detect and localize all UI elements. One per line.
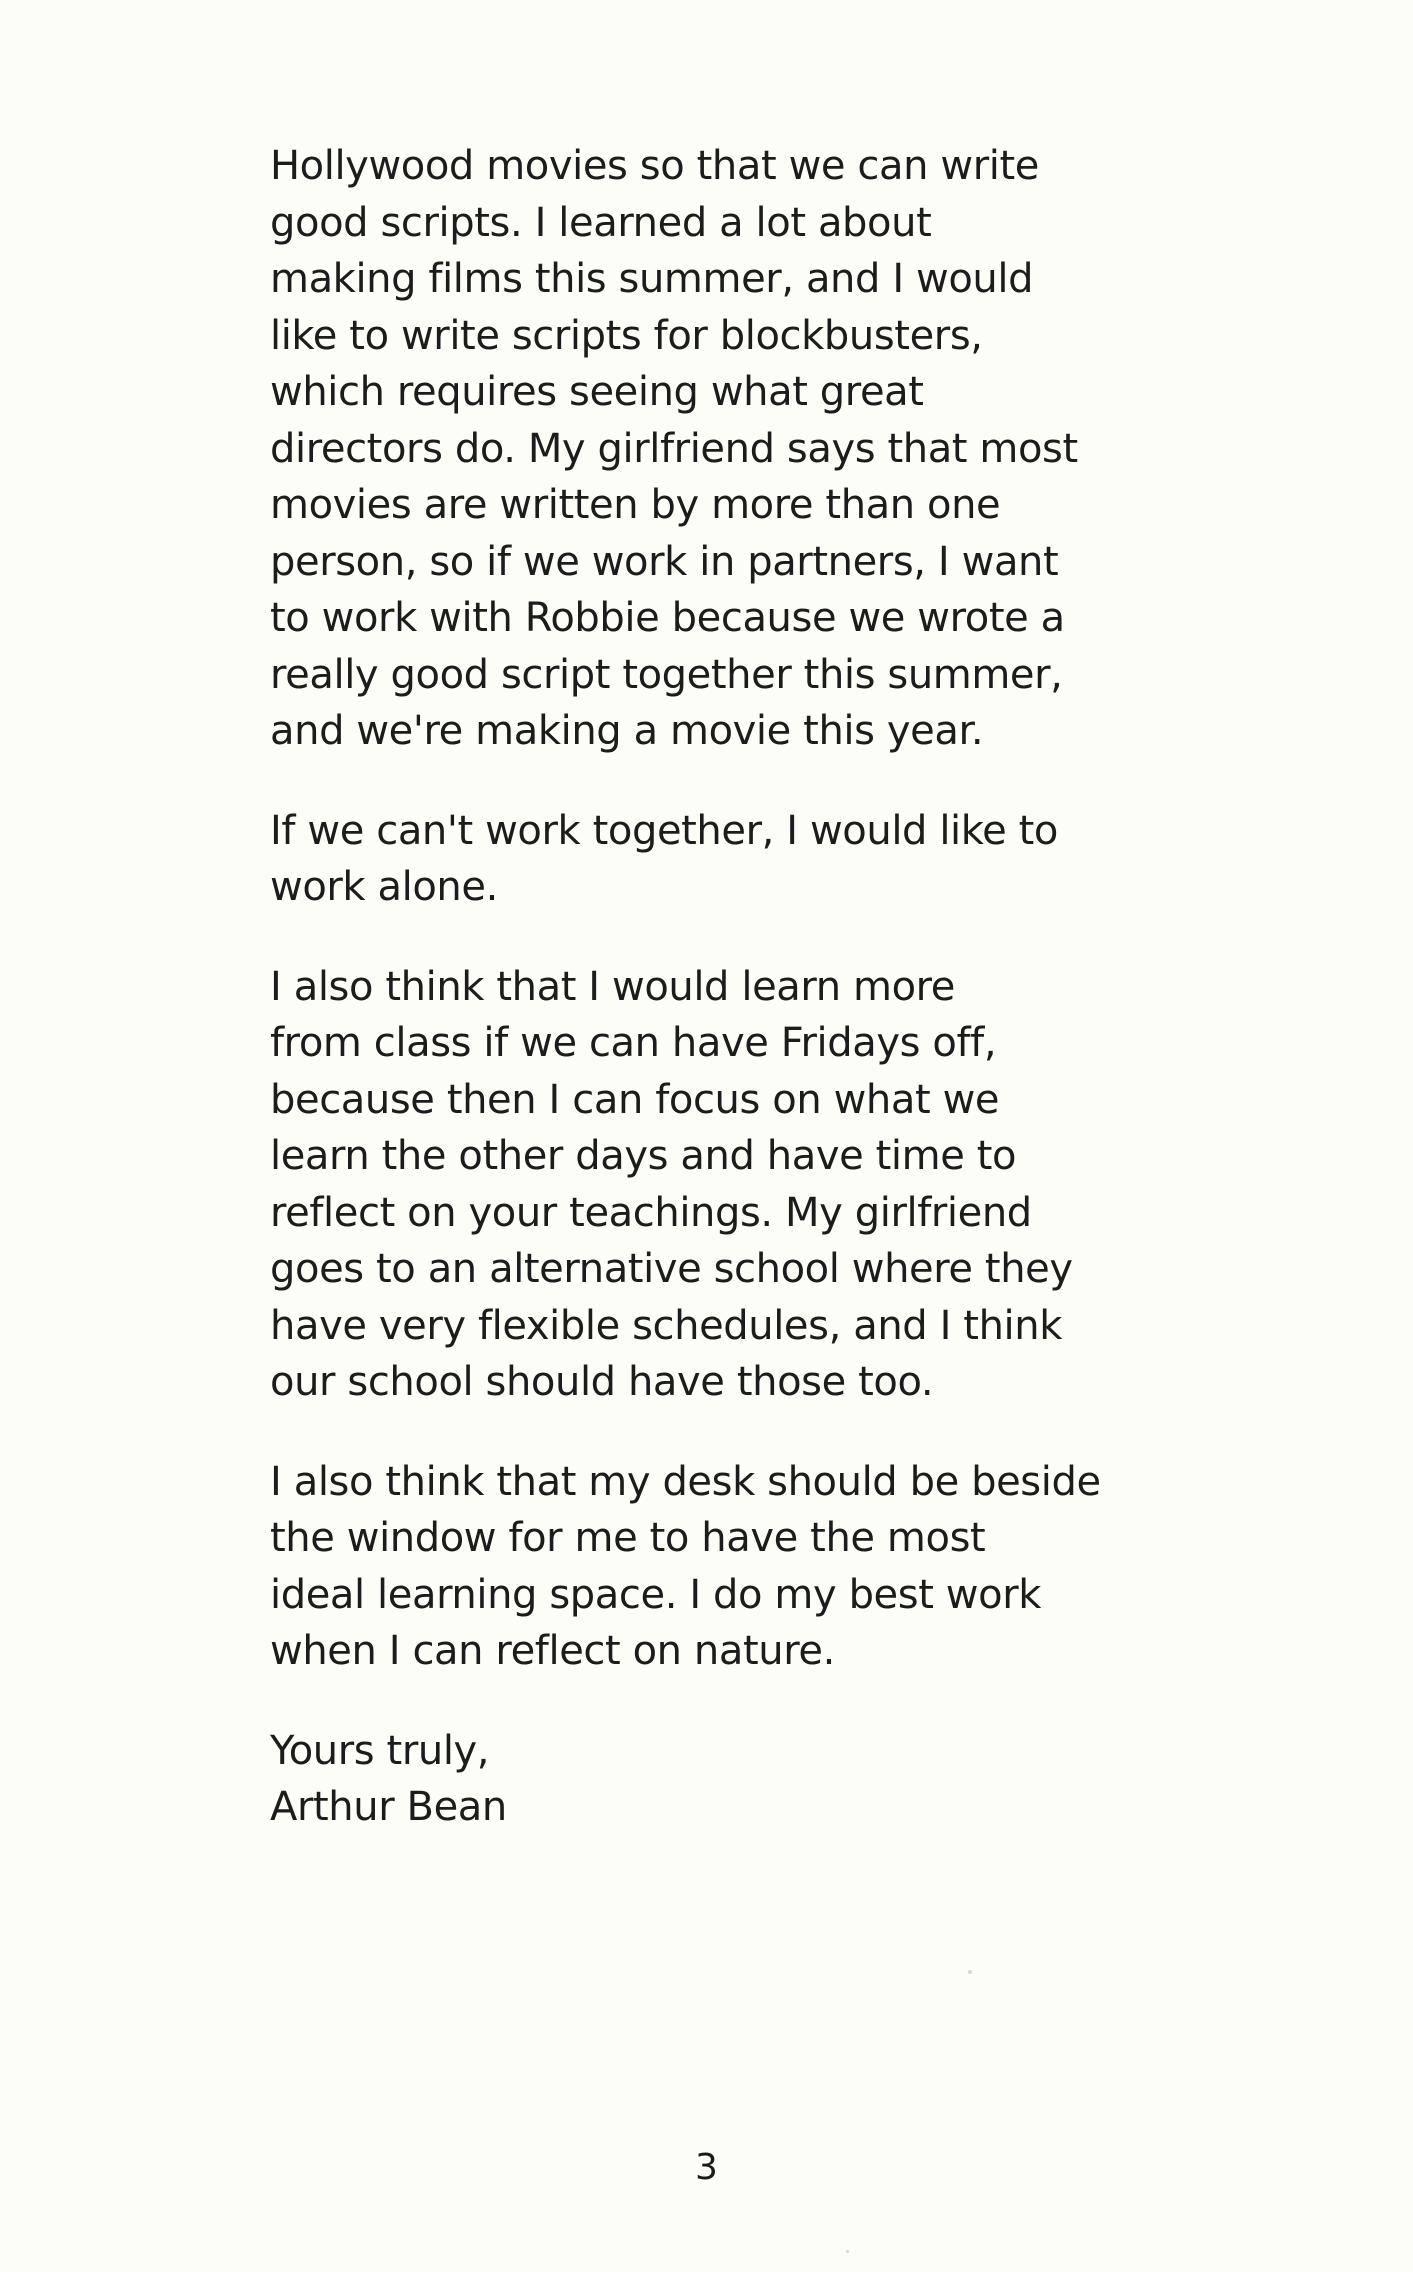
text-line: learn the other days and have time to	[270, 1133, 1017, 1179]
text-line: work alone.	[270, 864, 498, 910]
text-line: making films this summer, and I would	[270, 256, 1034, 302]
text-line: and we're making a movie this year.	[270, 708, 984, 754]
text-line: the window for me to have the most	[270, 1515, 986, 1561]
text-line: person, so if we work in partners, I want	[270, 538, 1059, 585]
text-line: goes to an alternative school where they	[270, 1246, 1073, 1292]
closing-salutation: Yours truly,	[270, 1727, 490, 1774]
paragraph-3	[270, 959, 1150, 1411]
text-line: because then I can focus on what we	[270, 1076, 1000, 1123]
letter-body	[270, 138, 1150, 1836]
page-number: 3	[695, 2147, 718, 2188]
text-line: Hollywood movies so that we can write	[270, 143, 1039, 189]
text-line: when I can reflect on nature.	[270, 1628, 835, 1674]
text-line: good scripts. I learned a lot about	[270, 199, 932, 246]
text-line: ideal learning space. I do my best work	[270, 1571, 1042, 1618]
text-line: I also think that I would learn more	[270, 963, 956, 1010]
text-line: have very flexible schedules, and I think	[270, 1302, 1062, 1349]
text-line: which requires seeing what great	[270, 369, 924, 415]
paragraph-4	[270, 1454, 1150, 1680]
text-line: really good script together this summer,	[270, 651, 1063, 698]
text-line: like to write scripts for blockbusters,	[270, 312, 983, 359]
paper-speck	[968, 1970, 972, 1974]
paper-speck	[846, 2250, 849, 2253]
letter-closing	[270, 1723, 1150, 1836]
text-line: If we can't work together, I would like to	[270, 807, 1058, 854]
text-line: movies are written by more than one	[270, 482, 1001, 528]
text-line: from class if we can have Fridays off,	[270, 1020, 997, 1066]
text-line: to work with Robbie because we wrote a	[270, 595, 1065, 641]
text-line: our school should have those too.	[270, 1359, 934, 1405]
text-line: directors do. My girlfriend says that most	[270, 425, 1078, 472]
paragraph-2	[270, 803, 1150, 916]
text-line: I also think that my desk should be beside	[270, 1458, 1101, 1505]
paragraph-1	[270, 138, 1150, 760]
signature-name: Arthur Bean	[270, 1784, 507, 1830]
text-line: reflect on your teachings. My girlfriend	[270, 1189, 1032, 1236]
